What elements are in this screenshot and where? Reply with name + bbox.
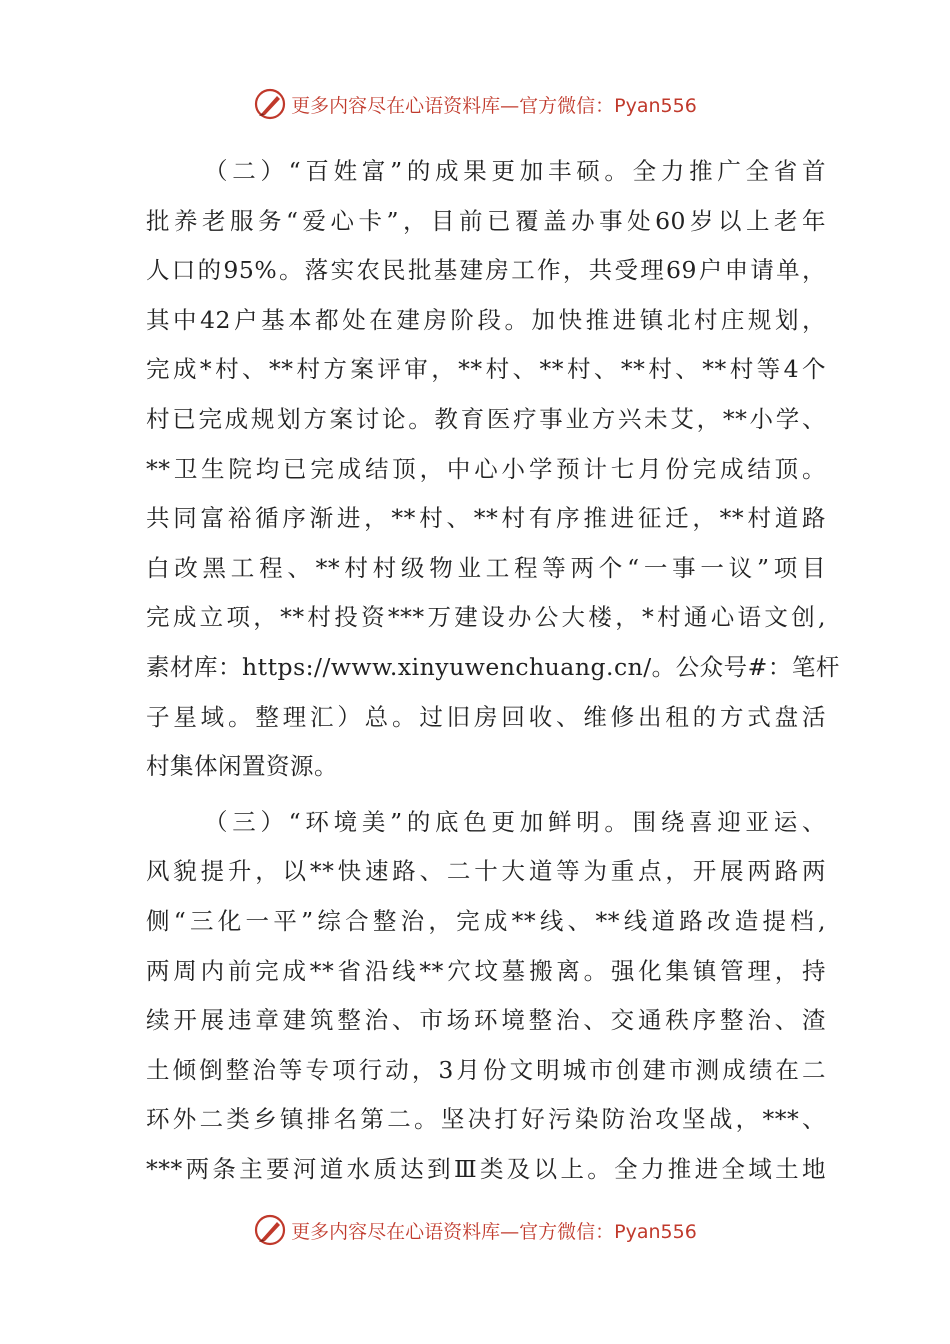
text-line: ***两条主要河道水质达到Ⅲ类及以上。全力推进全域土地 [146,1154,826,1183]
watermark-banner-top [0,82,950,126]
text-line: 两周内前完成**省沿线**穴坟墓搬离。强化集镇管理，持 [146,956,826,985]
text-line: 村集体闲置资源。 [146,752,338,781]
text-line: 共同富裕循序渐进，**村、**村有序推进征迁，**村道路 [146,504,826,533]
paragraph [146,798,826,1195]
text-line: 白改黑工程、**村村级物业工程等两个“一事一议”项目 [146,553,826,582]
text-line: 子星域。整理汇）总。过旧房回收、维修出租的方式盘活 [146,702,826,731]
watermark-text: 更多内容尽在心语资料库—官方微信：Pyan556 [291,1220,697,1243]
text-line: 批养老服务“爱心卡”，目前已覆盖办事处60岁以上老年 [146,206,826,235]
text-line: 侧“三化一平”综合整治，完成**线、**线道路改造提档, [146,906,826,935]
document-body [146,147,840,1194]
text-line: 素材库：https://www.xinyuwenchuang.cn/。公众号#：笔杆 [146,652,840,681]
text-line: 人口的95%。落实农民批基建房工作，共受理69户申请单， [146,256,826,285]
text-line: （二）“百姓富”的成果更加丰硕。全力推广全省首 [204,157,826,185]
text-line: 风貌提升，以**快速路、二十大道等为重点，开展两路两 [146,857,826,886]
text-line: 其中42户基本都处在建房阶段。加快推进镇北村庄规划， [146,305,826,334]
paragraph [146,147,840,792]
watermark-banner-bottom [0,1208,950,1252]
text-line: 完成*村、**村方案评审，**村、**村、**村、**村等4个 [146,355,826,384]
pen-circle-icon [253,1213,287,1247]
text-line: 土倾倒整治等专项行动，3月份文明城市创建市测成绩在二 [146,1055,826,1084]
watermark-text: 更多内容尽在心语资料库—官方微信：Pyan556 [291,94,697,117]
wechat-id: Pyan556 [614,94,697,117]
wechat-id: Pyan556 [614,1220,697,1243]
text-line: 环外二类乡镇排名第二。坚决打好污染防治攻坚战，***、 [146,1105,826,1134]
text-line: **卫生院均已完成结顶，中心小学预计七月份完成结顶。 [146,454,826,483]
text-line: 村已完成规划方案讨论。教育医疗事业方兴未艾，**小学、 [146,404,826,433]
text-line: （三）“环境美”的底色更加鲜明。围绕喜迎亚运、 [204,807,826,836]
text-line: 续开展违章建筑整治、市场环境整治、交通秩序整治、渣 [146,1006,826,1035]
text-line: 完成立项，**村投资***万建设办公大楼，*村通心语文创, [146,603,826,632]
pen-circle-icon [253,87,287,121]
